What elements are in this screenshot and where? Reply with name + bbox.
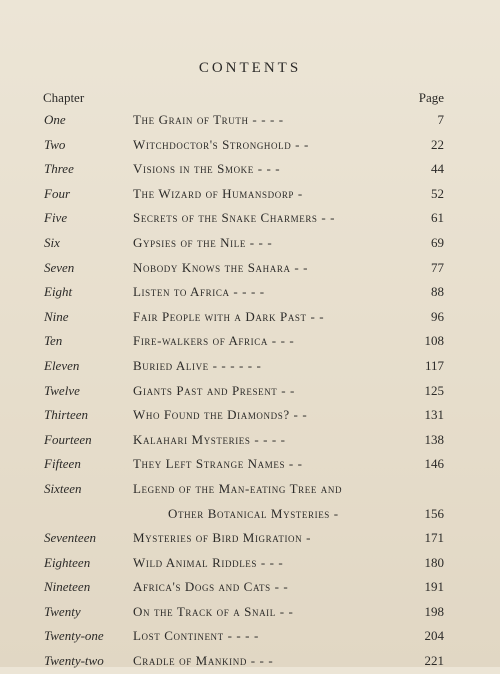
list-item [0, 256, 500, 281]
list-item [0, 526, 500, 551]
page-number: 52 [431, 185, 444, 201]
chapter-title: The Wizard of Humansdorp - [133, 185, 303, 201]
page-number: 131 [424, 407, 444, 423]
page-number: 69 [431, 234, 444, 250]
chapter-number: One [44, 112, 66, 127]
list-item [0, 133, 500, 158]
chapter-title: Legend of the Man-eating Tree and [133, 480, 343, 496]
page-number: 125 [424, 382, 444, 398]
list-item [0, 428, 500, 453]
list-item [0, 108, 500, 133]
chapter-title: Fire-walkers of Africa - - - [133, 333, 295, 349]
chapter-number: Twelve [44, 382, 80, 398]
chapter-title: They Left Strange Names - - [133, 456, 303, 472]
page-number: 221 [424, 653, 444, 669]
chapter-number: Twenty [44, 603, 81, 619]
page-number: 117 [424, 357, 444, 373]
chapter-title: Visions in the Smoke - - - [133, 161, 281, 177]
chapter-title: Fair People with a Dark Past - - [133, 308, 325, 324]
chapter-title: Buried Alive - - - - - - [133, 357, 262, 373]
chapter-title: The Grain of Truth - - - - [133, 112, 284, 127]
list-item [0, 624, 500, 649]
list-item [0, 452, 500, 477]
chapter-title: Africa's Dogs and Cats - - [133, 579, 289, 595]
chapter-number: Six [44, 234, 60, 250]
page-number: 180 [424, 554, 444, 570]
list-item [0, 231, 500, 256]
list-item [0, 157, 500, 182]
chapter-title: Cradle of Mankind - - - [133, 653, 274, 669]
list-item [0, 575, 500, 600]
list-item [0, 182, 500, 207]
page-number: 138 [424, 431, 444, 447]
page-number: 44 [431, 161, 444, 177]
chapter-title: Secrets of the Snake Charmers - - [133, 210, 336, 226]
chapter-number: Four [44, 185, 70, 201]
chapter-title: Kalahari Mysteries - - - - [133, 431, 286, 447]
list-item [0, 403, 500, 428]
chapter-title: Lost Continent - - - - [133, 628, 259, 644]
list-item [0, 600, 500, 625]
list-item [0, 502, 500, 527]
page-number: 96 [431, 308, 444, 324]
chapter-title: Wild Animal Riddles - - - [133, 554, 284, 570]
chapter-number: Fifteen [44, 456, 81, 472]
list-item [0, 551, 500, 576]
page-number: 77 [431, 259, 444, 275]
page-number: 22 [431, 136, 444, 152]
chapter-number: Thirteen [44, 407, 89, 423]
page-title: CONTENTS [198, 60, 302, 76]
chapter-title: Giants Past and Present - - [133, 382, 295, 398]
chapter-number: Twenty-two [44, 653, 104, 669]
chapter-title: Gypsies of the Nile - - - [133, 234, 273, 250]
page-number: 198 [424, 603, 444, 619]
chapter-title: Who Found the Diamonds? - - [133, 407, 308, 423]
page-number: 204 [424, 628, 444, 644]
page-number: 88 [431, 284, 444, 300]
page-column-header: Page [418, 90, 444, 105]
page-number: 108 [424, 333, 444, 349]
chapter-number: Ten [44, 333, 63, 349]
page-number: 7 [437, 112, 444, 127]
chapter-title: Listen to Africa - - - - [133, 284, 265, 300]
contents-list [0, 108, 500, 674]
chapter-number: Fourteen [44, 431, 92, 447]
chapter-number: Two [44, 136, 66, 152]
list-item [0, 379, 500, 404]
chapter-number: Five [44, 210, 68, 226]
page-number: 156 [424, 505, 444, 521]
chapter-number: Twenty-one [44, 628, 104, 644]
chapter-number: Eighteen [44, 554, 91, 570]
list-item [0, 305, 500, 330]
chapter-title: Mysteries of Bird Migration - [133, 530, 312, 546]
list-item [0, 206, 500, 231]
chapter-number: Nineteen [44, 579, 91, 595]
chapter-number: Nine [44, 308, 69, 324]
page-number: 171 [424, 530, 444, 546]
chapter-column-header: Chapter [43, 90, 85, 105]
list-item [0, 280, 500, 305]
chapter-title: Witchdoctor's Stronghold - - [133, 136, 309, 152]
list-item [0, 329, 500, 354]
chapter-title: On the Track of a Snail - - [133, 603, 294, 619]
list-item [0, 649, 500, 674]
chapter-number: Three [44, 161, 74, 177]
chapter-number: Eight [44, 284, 73, 300]
list-item [0, 354, 500, 379]
chapter-title: Nobody Knows the Sahara - - [133, 259, 309, 275]
chapter-title-continuation: Other Botanical Mysteries - [168, 505, 339, 521]
page-number: 61 [431, 210, 444, 226]
page-number: 191 [424, 579, 444, 595]
chapter-number: Seven [44, 259, 75, 275]
chapter-number: Seventeen [44, 530, 96, 546]
list-item [0, 477, 500, 502]
chapter-number: Eleven [44, 357, 80, 373]
page-number: 146 [424, 456, 444, 472]
chapter-number: Sixteen [44, 480, 82, 496]
